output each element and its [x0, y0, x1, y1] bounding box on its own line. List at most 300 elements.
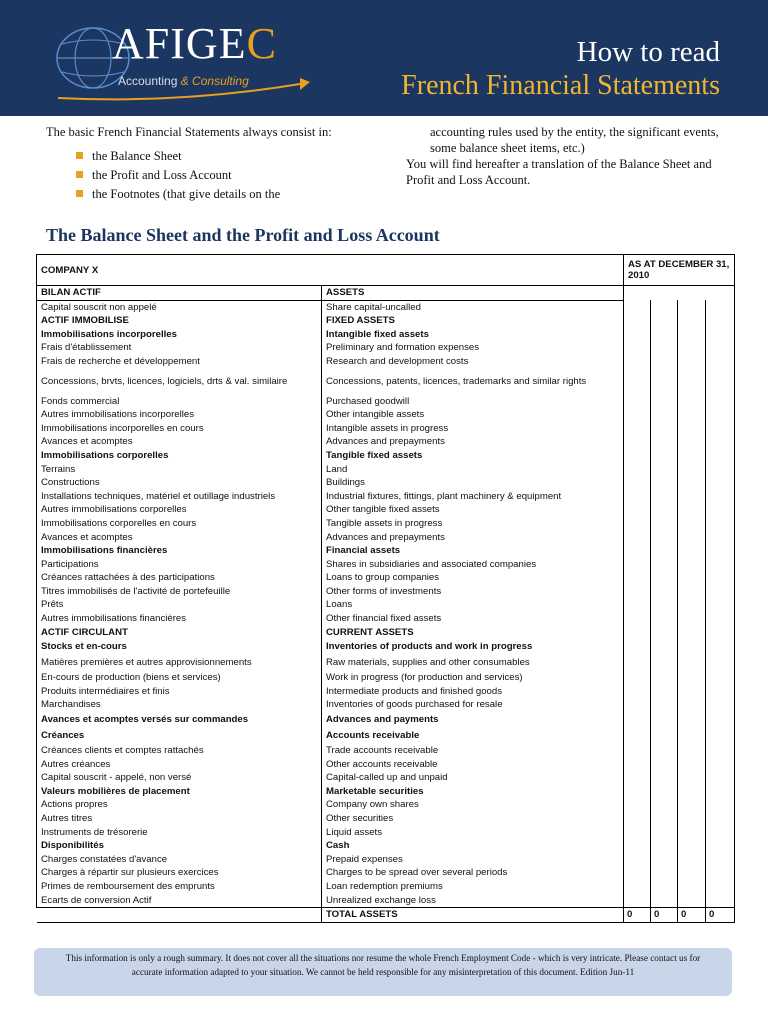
amount-cell [651, 355, 678, 369]
amount-cell [651, 328, 678, 342]
amount-cell [651, 758, 678, 772]
french-label: Autres titres [37, 812, 322, 826]
amount-cell [624, 435, 651, 449]
amount-cell [706, 571, 735, 585]
table-body [37, 300, 735, 922]
amount-cell [678, 558, 706, 572]
amount-cell [706, 328, 735, 342]
amount-cell [624, 531, 651, 545]
french-label: Prêts [37, 598, 322, 612]
french-label: Autres immobilisations financières [37, 612, 322, 626]
amount-cell [624, 300, 651, 314]
amount-cell [706, 503, 735, 517]
amount-cell [706, 558, 735, 572]
amount-cell [624, 839, 651, 853]
english-label: Company own shares [322, 798, 624, 812]
table-row [37, 785, 735, 799]
amount-cell [706, 476, 735, 490]
table-row [37, 476, 735, 490]
amount-cell [624, 853, 651, 867]
table-row [37, 314, 735, 328]
amount-cell [624, 894, 651, 908]
amount-cell [706, 355, 735, 369]
amount-cell [651, 341, 678, 355]
amount-cell [651, 712, 678, 728]
french-label: Fonds commercial [37, 395, 322, 409]
english-label: Other intangible assets [322, 408, 624, 422]
amount-cell [624, 785, 651, 799]
amount-cell [678, 328, 706, 342]
amount-cell [678, 449, 706, 463]
amount-cell [706, 826, 735, 840]
table-row [37, 685, 735, 699]
amount-cell [706, 771, 735, 785]
table-row [37, 758, 735, 772]
amount-cell [624, 626, 651, 640]
french-label: Primes de remboursement des emprunts [37, 880, 322, 894]
column-header-row [37, 286, 735, 301]
total-assets-label: TOTAL ASSETS [322, 908, 624, 923]
english-label: Concessions, patents, licences, trademarks and similar rights [322, 369, 624, 395]
amount-cell [678, 531, 706, 545]
french-label: Avances et acomptes [37, 531, 322, 545]
table-row [37, 395, 735, 409]
amount-cell [706, 544, 735, 558]
amount-cell [651, 531, 678, 545]
amount-cell [624, 685, 651, 699]
table-row [37, 300, 735, 314]
french-label: Immobilisations financières [37, 544, 322, 558]
english-label: Intangible fixed assets [322, 328, 624, 342]
table-row [37, 585, 735, 599]
amount-cell [678, 812, 706, 826]
amount-cell [678, 671, 706, 685]
amount-cell [651, 812, 678, 826]
english-label: Intermediate products and finished goods [322, 685, 624, 699]
table-header-row [37, 255, 735, 286]
amount-cell [651, 314, 678, 328]
section-title: The Balance Sheet and the Profit and Loss Account [46, 225, 440, 245]
amount-cell [651, 408, 678, 422]
french-label: Constructions [37, 476, 322, 490]
amount-cell [678, 517, 706, 531]
french-label: Disponibilités [37, 839, 322, 853]
english-label: Prepaid expenses [322, 853, 624, 867]
footnotes-continuation: accounting rules used by the entity, the significant events, some balance sheet items, etc.) [430, 125, 719, 155]
header-title-line1: How to read [576, 36, 720, 68]
table-row [37, 531, 735, 545]
amount-cell [706, 812, 735, 826]
amount-cell [651, 798, 678, 812]
statement-list [76, 148, 386, 202]
english-label: Unrealized exchange loss [322, 894, 624, 908]
amount-cell [706, 712, 735, 728]
header-title-line2: French Financial Statements [401, 70, 720, 101]
french-label: En-cours de production (biens et services) [37, 671, 322, 685]
table-row [37, 517, 735, 531]
amount-cell [678, 300, 706, 314]
amount-cell [678, 503, 706, 517]
english-label: Preliminary and formation expenses [322, 341, 624, 355]
english-label: Inventories of goods purchased for resale [322, 698, 624, 712]
french-label: Immobilisations corporelles en cours [37, 517, 322, 531]
amount-cell [624, 712, 651, 728]
amount-cell [678, 408, 706, 422]
amount-cell [706, 866, 735, 880]
amount-cell [651, 449, 678, 463]
balance-sheet-table [36, 254, 735, 923]
english-label: Advances and payments [322, 712, 624, 728]
english-label: Purchased goodwill [322, 395, 624, 409]
amount-cell [651, 839, 678, 853]
total-spacer [37, 908, 322, 923]
amount-cell [706, 744, 735, 758]
amount-cell [624, 612, 651, 626]
amount-cell [678, 435, 706, 449]
amount-column-header [624, 286, 735, 301]
amount-cell [651, 435, 678, 449]
english-label: Intangible assets in progress [322, 422, 624, 436]
table-row [37, 571, 735, 585]
amount-cell [624, 585, 651, 599]
amount-cell [678, 728, 706, 744]
amount-cell [651, 626, 678, 640]
total-value: 0 [706, 908, 735, 923]
amount-cell [651, 571, 678, 585]
amount-cell [651, 585, 678, 599]
total-value: 0 [651, 908, 678, 923]
amount-cell [651, 476, 678, 490]
amount-cell [706, 894, 735, 908]
french-label: Autres immobilisations incorporelles [37, 408, 322, 422]
amount-cell [678, 314, 706, 328]
list-item: the Profit and Loss Account [76, 167, 386, 183]
amount-cell [706, 626, 735, 640]
table-row [37, 894, 735, 908]
table-row [37, 655, 735, 671]
french-label: Autres créances [37, 758, 322, 772]
amount-cell [706, 369, 735, 395]
french-label: Frais d'établissement [37, 341, 322, 355]
total-value: 0 [624, 908, 651, 923]
table-row [37, 798, 735, 812]
english-label: Cash [322, 839, 624, 853]
english-label: Trade accounts receivable [322, 744, 624, 758]
table-row [37, 435, 735, 449]
amount-cell [706, 449, 735, 463]
amount-cell [706, 671, 735, 685]
english-label: Research and development costs [322, 355, 624, 369]
table-row [37, 503, 735, 517]
amount-cell [706, 422, 735, 436]
table-row [37, 355, 735, 369]
amount-cell [678, 698, 706, 712]
french-label: Immobilisations incorporelles en cours [37, 422, 322, 436]
english-label: Other securities [322, 812, 624, 826]
amount-cell [706, 880, 735, 894]
amount-cell [624, 558, 651, 572]
amount-cell [624, 728, 651, 744]
amount-cell [624, 744, 651, 758]
amount-cell [706, 798, 735, 812]
amount-cell [678, 744, 706, 758]
amount-cell [651, 544, 678, 558]
amount-cell [678, 685, 706, 699]
amount-cell [678, 785, 706, 799]
table-row [37, 558, 735, 572]
english-label: Land [322, 463, 624, 477]
english-label: Shares in subsidiaries and associated companies [322, 558, 624, 572]
english-label: Other tangible fixed assets [322, 503, 624, 517]
table-row [37, 544, 735, 558]
amount-cell [624, 314, 651, 328]
amount-cell [678, 626, 706, 640]
table-row [37, 490, 735, 504]
french-label: Charges à répartir sur plusieurs exercices [37, 866, 322, 880]
english-label: Share capital-uncalled [322, 300, 624, 314]
amount-cell [624, 798, 651, 812]
english-label: FIXED ASSETS [322, 314, 624, 328]
amount-cell [678, 571, 706, 585]
amount-cell [706, 612, 735, 626]
amount-cell [706, 300, 735, 314]
table-row [37, 626, 735, 640]
french-label: Immobilisations corporelles [37, 449, 322, 463]
amount-cell [678, 712, 706, 728]
amount-cell [624, 598, 651, 612]
french-label: ACTIF IMMOBILISE [37, 314, 322, 328]
amount-cell [706, 853, 735, 867]
amount-cell [678, 758, 706, 772]
amount-cell [624, 639, 651, 655]
table-row [37, 698, 735, 712]
table-row [37, 598, 735, 612]
table-row [37, 328, 735, 342]
table-row [37, 728, 735, 744]
amount-cell [624, 866, 651, 880]
english-label: Other financial fixed assets [322, 612, 624, 626]
amount-cell [678, 798, 706, 812]
amount-cell [678, 853, 706, 867]
amount-cell [651, 503, 678, 517]
amount-cell [678, 395, 706, 409]
amount-cell [624, 328, 651, 342]
english-label: Liquid assets [322, 826, 624, 840]
english-label: Financial assets [322, 544, 624, 558]
amount-cell [651, 558, 678, 572]
amount-cell [678, 771, 706, 785]
amount-cell [678, 894, 706, 908]
french-label: Marchandises [37, 698, 322, 712]
total-value: 0 [678, 908, 706, 923]
amount-cell [706, 758, 735, 772]
french-label: Instruments de trésorerie [37, 826, 322, 840]
amount-cell [706, 639, 735, 655]
amount-cell [651, 853, 678, 867]
amount-cell [706, 435, 735, 449]
amount-cell [678, 598, 706, 612]
intro-paragraph: You will find hereafter a translation of the Balance Sheet and Profit and Loss Account. [406, 157, 712, 187]
intro-right-column [406, 124, 736, 188]
table-row [37, 422, 735, 436]
amount-cell [706, 314, 735, 328]
amount-cell [706, 728, 735, 744]
company-name: COMPANY X [37, 255, 624, 286]
amount-cell [651, 685, 678, 699]
amount-cell [706, 585, 735, 599]
amount-cell [624, 463, 651, 477]
amount-cell [624, 517, 651, 531]
french-label: Installations techniques, matériel et outillage industriels [37, 490, 322, 504]
amount-cell [651, 655, 678, 671]
amount-cell [651, 880, 678, 894]
amount-cell [706, 655, 735, 671]
english-label: Loans [322, 598, 624, 612]
table-row [37, 880, 735, 894]
english-label: Tangible fixed assets [322, 449, 624, 463]
amount-cell [624, 341, 651, 355]
amount-cell [678, 839, 706, 853]
amount-cell [624, 355, 651, 369]
french-label: Capital souscrit - appelé, non versé [37, 771, 322, 785]
amount-cell [678, 476, 706, 490]
amount-cell [678, 490, 706, 504]
amount-cell [624, 826, 651, 840]
amount-cell [651, 785, 678, 799]
amount-cell [624, 655, 651, 671]
table-row [37, 341, 735, 355]
english-label: Advances and prepayments [322, 435, 624, 449]
amount-cell [678, 639, 706, 655]
french-label: Autres immobilisations corporelles [37, 503, 322, 517]
logo-wordmark: AFIGEC [112, 19, 277, 68]
amount-cell [678, 341, 706, 355]
table-row [37, 612, 735, 626]
english-label: Accounts receivable [322, 728, 624, 744]
amount-cell [624, 758, 651, 772]
amount-cell [678, 369, 706, 395]
english-label: Loans to group companies [322, 571, 624, 585]
table-row [37, 463, 735, 477]
amount-cell [651, 612, 678, 626]
amount-cell [678, 463, 706, 477]
english-label: Work in progress (for production and services) [322, 671, 624, 685]
header-banner [0, 0, 768, 116]
amount-cell [651, 744, 678, 758]
english-label: Charges to be spread over several periods [322, 866, 624, 880]
english-label: Raw materials, supplies and other consumables [322, 655, 624, 671]
amount-cell [624, 771, 651, 785]
amount-cell [706, 517, 735, 531]
english-label: Inventories of products and work in progress [322, 639, 624, 655]
table-row [37, 449, 735, 463]
amount-cell [651, 422, 678, 436]
amount-cell [624, 476, 651, 490]
table-row [37, 744, 735, 758]
french-label: Produits intermédiaires et finis [37, 685, 322, 699]
amount-cell [624, 395, 651, 409]
column-header-english: ASSETS [322, 286, 624, 301]
amount-cell [624, 449, 651, 463]
french-label: Charges constatées d'avance [37, 853, 322, 867]
amount-cell [706, 598, 735, 612]
french-label: Capital souscrit non appelé [37, 300, 322, 314]
amount-cell [651, 517, 678, 531]
amount-cell [624, 408, 651, 422]
amount-cell [651, 463, 678, 477]
table-row [37, 812, 735, 826]
amount-cell [651, 826, 678, 840]
amount-cell [678, 826, 706, 840]
disclaimer-note: This information is only a rough summary. It does not cover all the situations nor resume the whole French Employment Code - which is very intricate. Please contact us for accurate information adapted to your situation. We cannot be held responsible for any misinterpretation of this document. Edition Jun-11 [34, 948, 732, 996]
french-label: Créances [37, 728, 322, 744]
french-label: Concessions, brvts, licences, logiciels, drts & val. similaire [37, 369, 322, 395]
amount-cell [678, 612, 706, 626]
french-label: Titres immobilisés de l'activité de portefeuille [37, 585, 322, 599]
amount-cell [678, 355, 706, 369]
date-header: AS AT DECEMBER 31, 2010 [624, 255, 735, 286]
column-header-french: BILAN ACTIF [37, 286, 322, 301]
afigec-logo [48, 18, 318, 110]
table-row [37, 866, 735, 880]
logo-tagline: Accounting & Consulting [118, 74, 249, 88]
amount-cell [706, 341, 735, 355]
english-label: Industrial fixtures, fittings, plant machinery & equipment [322, 490, 624, 504]
amount-cell [651, 771, 678, 785]
amount-cell [624, 880, 651, 894]
english-label: Advances and prepayments [322, 531, 624, 545]
english-label: Loan redemption premiums [322, 880, 624, 894]
amount-cell [706, 785, 735, 799]
table-row [37, 369, 735, 395]
english-label: Tangible assets in progress [322, 517, 624, 531]
amount-cell [706, 408, 735, 422]
french-label: Immobilisations incorporelles [37, 328, 322, 342]
french-label: Créances rattachées à des participations [37, 571, 322, 585]
english-label: Marketable securities [322, 785, 624, 799]
amount-cell [624, 422, 651, 436]
amount-cell [678, 655, 706, 671]
french-label: ACTIF CIRCULANT [37, 626, 322, 640]
table-row [37, 671, 735, 685]
english-label: Other accounts receivable [322, 758, 624, 772]
amount-cell [706, 698, 735, 712]
amount-cell [651, 728, 678, 744]
french-label: Participations [37, 558, 322, 572]
amount-cell [651, 490, 678, 504]
french-label: Ecarts de conversion Actif [37, 894, 322, 908]
amount-cell [624, 571, 651, 585]
amount-cell [624, 490, 651, 504]
table-row [37, 826, 735, 840]
amount-cell [651, 598, 678, 612]
intro-left-column [46, 124, 386, 205]
amount-cell [651, 395, 678, 409]
amount-cell [624, 812, 651, 826]
french-label: Actions propres [37, 798, 322, 812]
total-row [37, 908, 735, 923]
french-label: Stocks et en-cours [37, 639, 322, 655]
amount-cell [706, 490, 735, 504]
amount-cell [678, 880, 706, 894]
table-row [37, 839, 735, 853]
amount-cell [624, 369, 651, 395]
amount-cell [678, 866, 706, 880]
french-label: Avances et acomptes [37, 435, 322, 449]
table-row [37, 853, 735, 867]
table-row [37, 712, 735, 728]
amount-cell [651, 369, 678, 395]
